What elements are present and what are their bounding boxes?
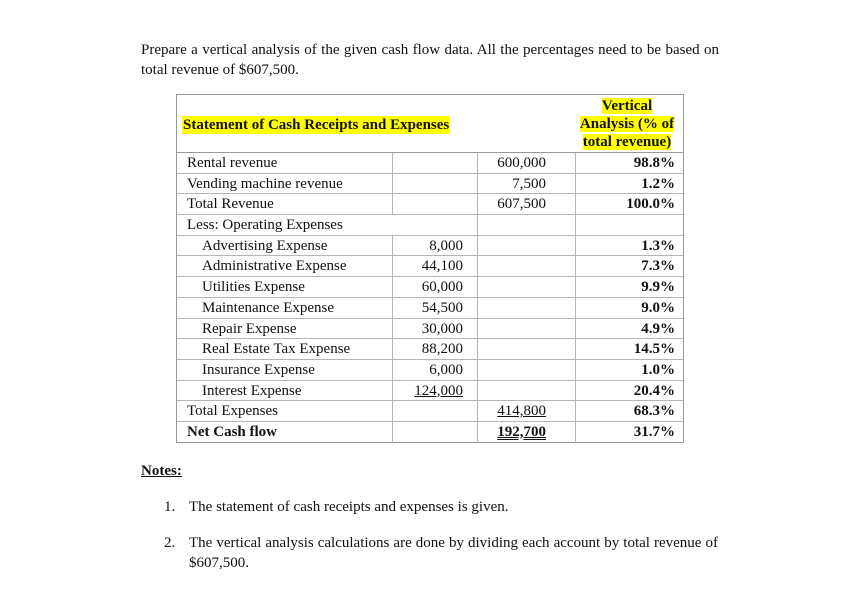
row-percent: 98.8%	[575, 153, 683, 173]
row-percent: 1.2%	[575, 174, 683, 194]
row-label: Repair Expense	[202, 320, 297, 337]
row-label: Total Expenses	[187, 403, 279, 420]
row-label: Total Revenue	[187, 196, 274, 213]
cash-flow-table	[176, 94, 684, 443]
row-amount: 6,000	[392, 360, 477, 380]
row-total	[477, 277, 575, 297]
row-amount: 30,000	[392, 319, 477, 339]
note-item	[164, 533, 718, 573]
row-amount: 88,200	[392, 339, 477, 359]
table-row	[177, 194, 683, 215]
row-total: 7,500	[477, 174, 575, 194]
table-row	[177, 381, 683, 402]
row-amount	[392, 381, 477, 401]
row-percent: 7.3%	[575, 256, 683, 276]
table-row	[177, 339, 683, 360]
row-label: Less: Operating Expenses	[187, 217, 343, 234]
row-total	[477, 422, 575, 443]
table-row	[177, 298, 683, 319]
row-percent: 9.0%	[575, 298, 683, 318]
row-percent: 4.9%	[575, 319, 683, 339]
row-label: Rental revenue	[187, 155, 278, 171]
row-label: Vending machine revenue	[187, 175, 343, 192]
table-row	[177, 215, 683, 236]
row-amount	[392, 174, 477, 194]
table-row	[177, 277, 683, 298]
row-total	[477, 256, 575, 276]
table-row	[177, 256, 683, 277]
row-label: Interest Expense	[202, 382, 302, 399]
row-percent: 1.3%	[575, 236, 683, 256]
row-total	[477, 298, 575, 318]
row-total	[477, 319, 575, 339]
row-percent: 20.4%	[575, 381, 683, 401]
row-percent: 1.0%	[575, 360, 683, 380]
row-percent: 9.9%	[575, 277, 683, 297]
total-double-underlined: 192,700	[497, 423, 546, 440]
table-body	[177, 153, 683, 443]
table-row	[177, 174, 683, 195]
row-label: Net Cash flow	[187, 423, 277, 440]
table-row	[177, 360, 683, 381]
row-label: Utilities Expense	[202, 279, 305, 296]
row-amount: 8,000	[392, 236, 477, 256]
note-number: 2.	[164, 535, 176, 551]
row-total	[477, 360, 575, 380]
row-amount	[392, 153, 477, 173]
table-row	[177, 401, 683, 422]
row-label: Real Estate Tax Expense	[202, 341, 351, 358]
row-amount: 54,500	[392, 298, 477, 318]
row-percent	[575, 215, 683, 235]
row-amount	[392, 401, 477, 421]
row-total	[477, 401, 575, 421]
row-label: Maintenance Expense	[202, 299, 335, 316]
row-total	[477, 236, 575, 256]
row-total: 607,500	[477, 194, 575, 214]
row-amount	[392, 194, 477, 214]
row-label: Advertising Expense	[202, 237, 328, 254]
note-text: The vertical analysis calculations are done by dividing each account by total revenue of $607,500.	[189, 535, 718, 571]
row-total	[477, 381, 575, 401]
vertical-analysis-header: Vertical Analysis (% of total revenue)	[579, 98, 675, 150]
row-amount: 44,100	[392, 256, 477, 276]
row-total	[477, 215, 575, 235]
notes-title: Notes:	[141, 463, 182, 479]
row-amount	[392, 422, 477, 443]
row-total	[477, 339, 575, 359]
note-number: 1.	[164, 499, 176, 515]
table-row	[177, 153, 683, 174]
statement-title: Statement of Cash Receipts and Expenses	[183, 117, 450, 133]
row-percent: 100.0%	[575, 194, 683, 214]
row-label: Administrative Expense	[202, 258, 347, 275]
row-percent: 31.7%	[575, 422, 683, 443]
amount-underlined: 124,000	[414, 382, 463, 399]
table-row	[177, 236, 683, 257]
table-row	[177, 422, 683, 443]
total-underlined: 414,800	[497, 403, 546, 420]
row-label: Insurance Expense	[202, 361, 315, 378]
row-percent: 14.5%	[575, 339, 683, 359]
row-percent: 68.3%	[575, 401, 683, 421]
note-text: The statement of cash receipts and expenses is given.	[189, 499, 509, 515]
row-amount: 60,000	[392, 277, 477, 297]
table-row	[177, 319, 683, 340]
intro-paragraph: Prepare a vertical analysis of the given cash flow data. All the percentages need to be based on total revenue of $607,500.	[141, 42, 719, 78]
note-item	[164, 497, 718, 517]
table-header-row	[177, 95, 683, 153]
row-total: 600,000	[477, 153, 575, 173]
